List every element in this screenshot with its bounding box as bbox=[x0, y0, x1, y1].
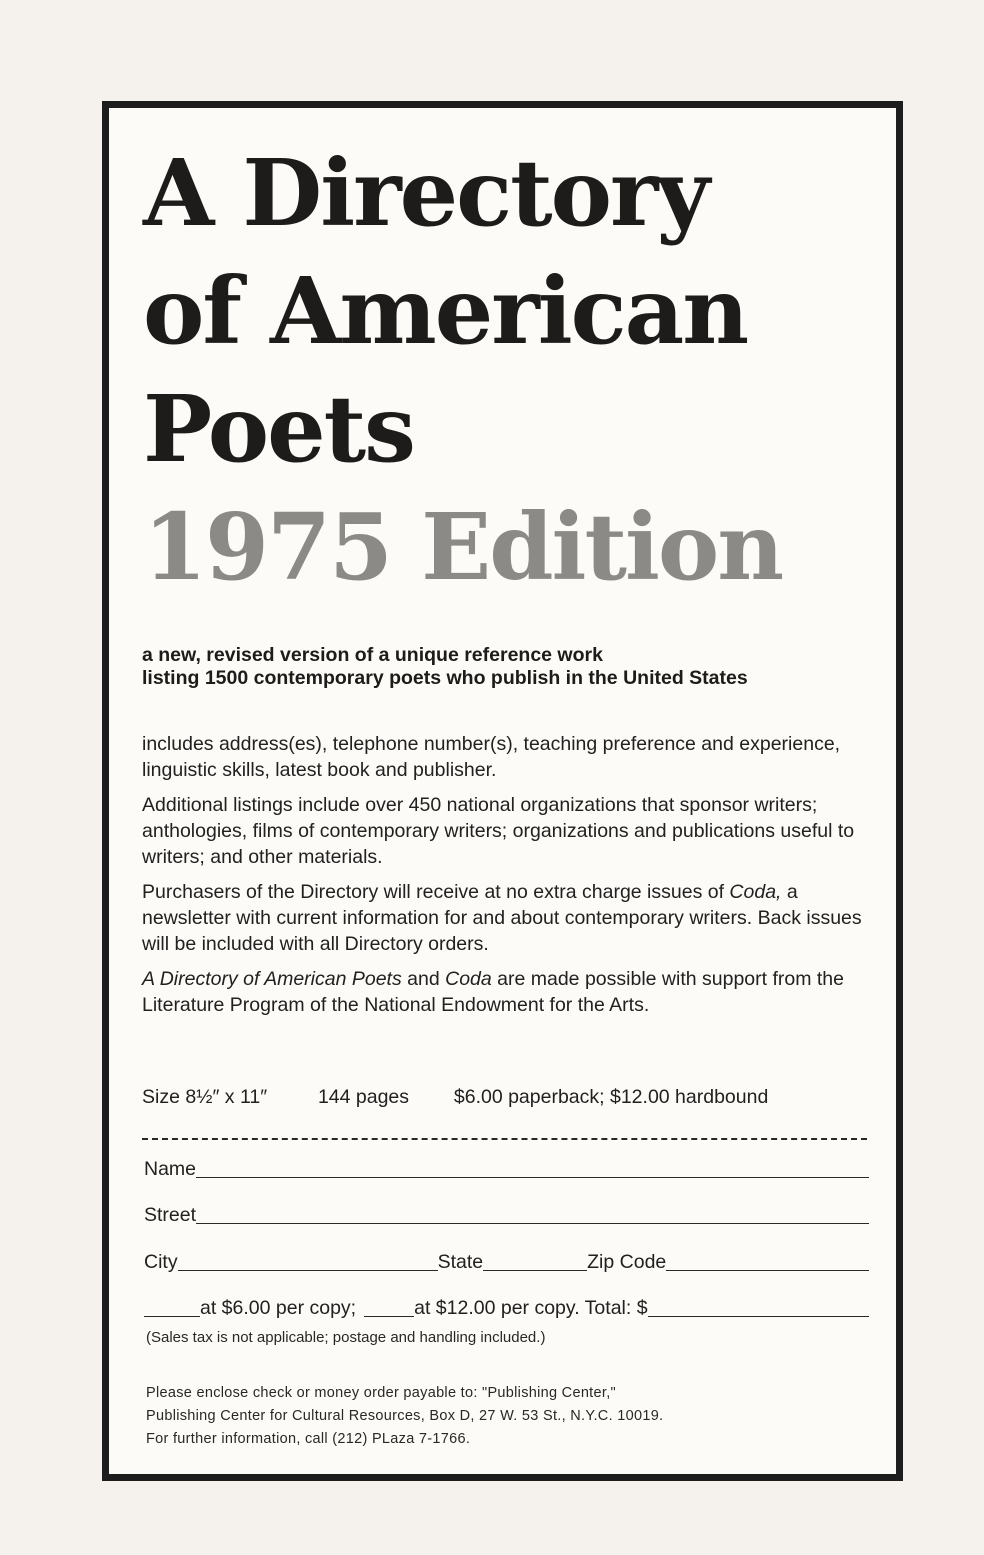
street-field[interactable] bbox=[196, 1203, 869, 1224]
city-row bbox=[144, 1248, 869, 1274]
zip-field[interactable] bbox=[666, 1250, 869, 1271]
zip-label: Zip Code bbox=[587, 1251, 667, 1273]
coda-title: Coda, bbox=[729, 881, 782, 903]
subtitle-line-2: listing 1500 contemporary poets who publish in the United States bbox=[142, 667, 748, 689]
payment-line-3: For further information, call (212) PLaza 7-1766. bbox=[146, 1431, 471, 1447]
name-field[interactable] bbox=[196, 1157, 869, 1178]
city-field[interactable] bbox=[178, 1250, 438, 1271]
payment-line-1: Please enclose check or money order payable to: "Publishing Center," bbox=[146, 1385, 616, 1401]
paperback-qty-field[interactable] bbox=[144, 1296, 200, 1317]
coda-text-a: Purchasers of the Directory will receive at no extra charge issues of bbox=[142, 881, 730, 903]
paperback-qty-label: at $6.00 per copy; bbox=[200, 1297, 357, 1319]
total-field[interactable] bbox=[648, 1296, 869, 1317]
product-specs bbox=[142, 1085, 882, 1109]
title-block bbox=[143, 134, 883, 606]
paragraph-coda bbox=[142, 879, 882, 957]
size-spec: Size 8½″ x 11″ bbox=[142, 1086, 268, 1108]
name-row bbox=[144, 1155, 869, 1181]
edition-title: 1975 Edition bbox=[143, 493, 783, 601]
hardbound-qty-label: at $12.00 per copy. Total: $ bbox=[414, 1297, 648, 1319]
paragraph-additional-listings: Additional listings include over 450 national organizations that sponsor writers; anthologies, films of contemporary writers; organizations and publications useful to writers; and other materials. bbox=[142, 794, 855, 868]
payment-info bbox=[146, 1382, 663, 1451]
price-spec: $6.00 paperback; $12.00 hardbound bbox=[453, 1086, 769, 1108]
title-line-1: A Directory bbox=[143, 139, 708, 247]
street-row bbox=[144, 1201, 869, 1227]
paragraph-support bbox=[142, 966, 882, 1018]
payment-line-2: Publishing Center for Cultural Resources, Box D, 27 W. 53 St., N.Y.C. 10019. bbox=[146, 1408, 664, 1424]
dashed-cut-line bbox=[142, 1138, 867, 1140]
coda-text-b: a newsletter with current information for and about contemporary writers. Back issues will be included with all Directory orders. bbox=[142, 881, 862, 955]
subtitle bbox=[142, 644, 882, 690]
street-label: Street bbox=[144, 1204, 197, 1226]
state-field[interactable] bbox=[483, 1250, 587, 1271]
description bbox=[142, 731, 882, 1027]
tax-note: (Sales tax is not applicable; postage and handling included.) bbox=[146, 1329, 546, 1346]
name-label: Name bbox=[144, 1158, 197, 1180]
title-line-3: Poets bbox=[143, 375, 414, 483]
title-line-2: of American bbox=[143, 257, 748, 365]
subtitle-line-1: a new, revised version of a unique reference work bbox=[142, 644, 603, 666]
support-and: and bbox=[401, 968, 446, 990]
hardbound-qty-field[interactable] bbox=[364, 1296, 414, 1317]
directory-title-italic: A Directory of American Poets bbox=[142, 968, 402, 990]
paragraph-contents: includes address(es), telephone number(s), teaching preference and experience, linguistic skills, latest book and publisher. bbox=[142, 733, 841, 781]
quantity-row bbox=[144, 1294, 869, 1320]
pages-spec: 144 pages bbox=[317, 1086, 410, 1108]
advertisement-frame bbox=[102, 101, 903, 1481]
city-label: City bbox=[144, 1251, 178, 1273]
coda-title-italic: Coda bbox=[445, 968, 492, 990]
support-text: are made possible with support from the Literature Program of the National Endowment for the Arts. bbox=[142, 968, 844, 1016]
state-label: State bbox=[437, 1251, 484, 1273]
